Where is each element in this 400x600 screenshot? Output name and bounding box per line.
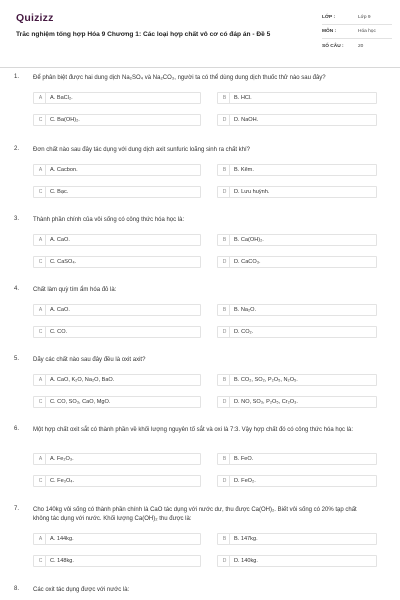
question-text: Dãy các chất nào sau đây đều là oxit axit? — [33, 357, 146, 363]
answer-option-a[interactable] — [33, 164, 201, 176]
page-title: Trắc nghiệm tổng hợp Hóa 9 Chương 1: Các loại hợp chất vô cơ có đáp án - Đề 5 — [16, 31, 271, 38]
meta-label: LỚP : — [322, 15, 336, 20]
option-text: A. CaO. — [50, 237, 70, 243]
question-text: Thành phần chính của vôi sống có công thức hóa học là: — [33, 217, 185, 223]
answer-option-c[interactable] — [33, 186, 201, 198]
option-text: C. Ba(OH)₂. — [50, 117, 80, 123]
option-text: C. CaSO₄. — [50, 259, 77, 265]
answer-option-a[interactable] — [33, 533, 201, 545]
option-letter: B — [220, 534, 230, 544]
answer-option-b[interactable] — [217, 164, 377, 176]
option-letter: C — [36, 556, 46, 566]
option-text: B. 147kg. — [234, 536, 258, 542]
meta-value: Hóa học — [358, 29, 376, 34]
answer-option-d[interactable] — [217, 396, 377, 408]
option-letter: B — [220, 165, 230, 175]
answer-option-d[interactable] — [217, 256, 377, 268]
question-number: 2. — [14, 146, 20, 152]
option-letter: C — [36, 115, 46, 125]
question-number: 3. — [14, 216, 20, 222]
meta-row-count — [322, 39, 392, 53]
option-letter: B — [220, 454, 230, 464]
option-letter: C — [36, 397, 46, 407]
option-text: C. Fe₃O₄. — [50, 478, 75, 484]
question-text: Các oxit tác dụng được với nước là: — [33, 587, 130, 593]
option-letter: D — [220, 397, 230, 407]
question-text: Cho 140kg vôi sống có thành phần chính là CaO tác dụng với nước dư, thu được Ca(OH)₂. Biết vôi sống có 20% tạp chất không tác dụng với nước. Khối lượng Ca(OH)₂ thu được là: — [33, 507, 357, 522]
meta-label: MÔN : — [322, 29, 337, 34]
option-text: A. CaO. — [50, 307, 70, 313]
meta-info — [322, 11, 392, 53]
answer-option-d[interactable] — [217, 186, 377, 198]
answer-option-b[interactable] — [217, 92, 377, 104]
option-text: D. 140kg. — [234, 558, 258, 564]
option-text: C. Bạc. — [50, 189, 69, 195]
question-number: 5. — [14, 356, 20, 362]
option-letter: C — [36, 327, 46, 337]
brand-logo[interactable]: Quizizz — [16, 12, 54, 24]
answer-option-c[interactable] — [33, 555, 201, 567]
option-letter: B — [220, 305, 230, 315]
answer-option-c[interactable] — [33, 256, 201, 268]
answer-option-a[interactable] — [33, 304, 201, 316]
answer-option-d[interactable] — [217, 114, 377, 126]
question-number: 1. — [14, 74, 20, 80]
option-letter: D — [220, 115, 230, 125]
option-text: C. 148kg. — [50, 558, 74, 564]
option-text: A. Fe₂O₃. — [50, 456, 74, 462]
meta-row-subject — [322, 25, 392, 39]
option-text: A. Cacbon. — [50, 167, 78, 173]
meta-row-grade — [322, 11, 392, 25]
option-letter: A — [36, 454, 46, 464]
question-number: 6. — [14, 426, 20, 432]
answer-option-b[interactable] — [217, 304, 377, 316]
meta-label: SỐ CÂU : — [322, 43, 344, 49]
option-text: A. CaO, K₂O, Na₂O, BaO. — [50, 377, 115, 383]
option-text: D. CaCO₃. — [234, 259, 261, 265]
question-number: 7. — [14, 506, 20, 512]
answer-option-a[interactable] — [33, 453, 201, 465]
option-text: B. CO₂, SO₂, P₂O₅, N₂O₅. — [234, 377, 298, 383]
option-text: B. FeO. — [234, 456, 254, 462]
answer-option-a[interactable] — [33, 374, 201, 386]
question-text: Một hợp chất oxit sắt có thành phần về khối lượng nguyên tố sắt và oxi là 7:3. Vậy hợp chất đó có công thức hóa học là: — [33, 427, 354, 433]
option-letter: B — [220, 235, 230, 245]
option-text: D. Lưu huỳnh. — [234, 189, 270, 195]
option-text: C. CO. — [50, 329, 68, 335]
answer-option-c[interactable] — [33, 475, 201, 487]
option-letter: A — [36, 305, 46, 315]
option-text: C. CO, SO₃, CaO, MgO. — [50, 399, 111, 405]
answer-option-b[interactable] — [217, 374, 377, 386]
option-letter: B — [220, 93, 230, 103]
option-text: B. Ca(OH)₂. — [234, 237, 264, 243]
answer-option-c[interactable] — [33, 114, 201, 126]
question-text: Chất làm quỳ tím ẩm hóa đỏ là: — [33, 287, 117, 293]
option-letter: C — [36, 187, 46, 197]
question-number: 8. — [14, 586, 20, 592]
answer-option-d[interactable] — [217, 475, 377, 487]
option-letter: A — [36, 534, 46, 544]
option-letter: D — [220, 556, 230, 566]
option-letter: C — [36, 476, 46, 486]
answer-option-a[interactable] — [33, 92, 201, 104]
option-letter: D — [220, 476, 230, 486]
worksheet-header — [0, 0, 400, 68]
option-letter: D — [220, 257, 230, 267]
answer-option-d[interactable] — [217, 326, 377, 338]
option-text: B. HCl. — [234, 95, 252, 101]
option-text: A. BaCl₂. — [50, 95, 73, 101]
answer-option-a[interactable] — [33, 234, 201, 246]
option-letter: D — [220, 187, 230, 197]
question-text: Đơn chất nào sau đây tác dụng với dung dịch axit sunfuric loãng sinh ra chất khí? — [33, 147, 250, 153]
question-text: Để phân biệt được hai dung dịch Na₂SO₄ và Na₂CO₃, người ta có thể dùng dung dịch thuốc thử nào sau đây? — [33, 75, 326, 81]
answer-option-c[interactable] — [33, 396, 201, 408]
option-letter: C — [36, 257, 46, 267]
meta-value: Lớp 9 — [358, 15, 371, 20]
option-text: D. NaOH. — [234, 117, 259, 123]
answer-option-d[interactable] — [217, 555, 377, 567]
option-text: D. NO, SO₃, P₂O₅, Cr₂O₃. — [234, 399, 298, 405]
option-letter: A — [36, 165, 46, 175]
option-letter: A — [36, 235, 46, 245]
question-number: 4. — [14, 286, 20, 292]
option-letter: A — [36, 93, 46, 103]
answer-option-c[interactable] — [33, 326, 201, 338]
option-text: B. Na₂O. — [234, 307, 257, 313]
option-letter: D — [220, 327, 230, 337]
answer-option-b[interactable] — [217, 453, 377, 465]
option-letter: A — [36, 375, 46, 385]
option-text: D. FeO₂. — [234, 478, 256, 484]
option-text: A. 144kg. — [50, 536, 74, 542]
option-text: D. CO₂. — [234, 329, 254, 335]
option-text: B. Kẽm. — [234, 167, 254, 173]
answer-option-b[interactable] — [217, 533, 377, 545]
meta-value: 20 — [358, 43, 364, 49]
answer-option-b[interactable] — [217, 234, 377, 246]
option-letter: B — [220, 375, 230, 385]
